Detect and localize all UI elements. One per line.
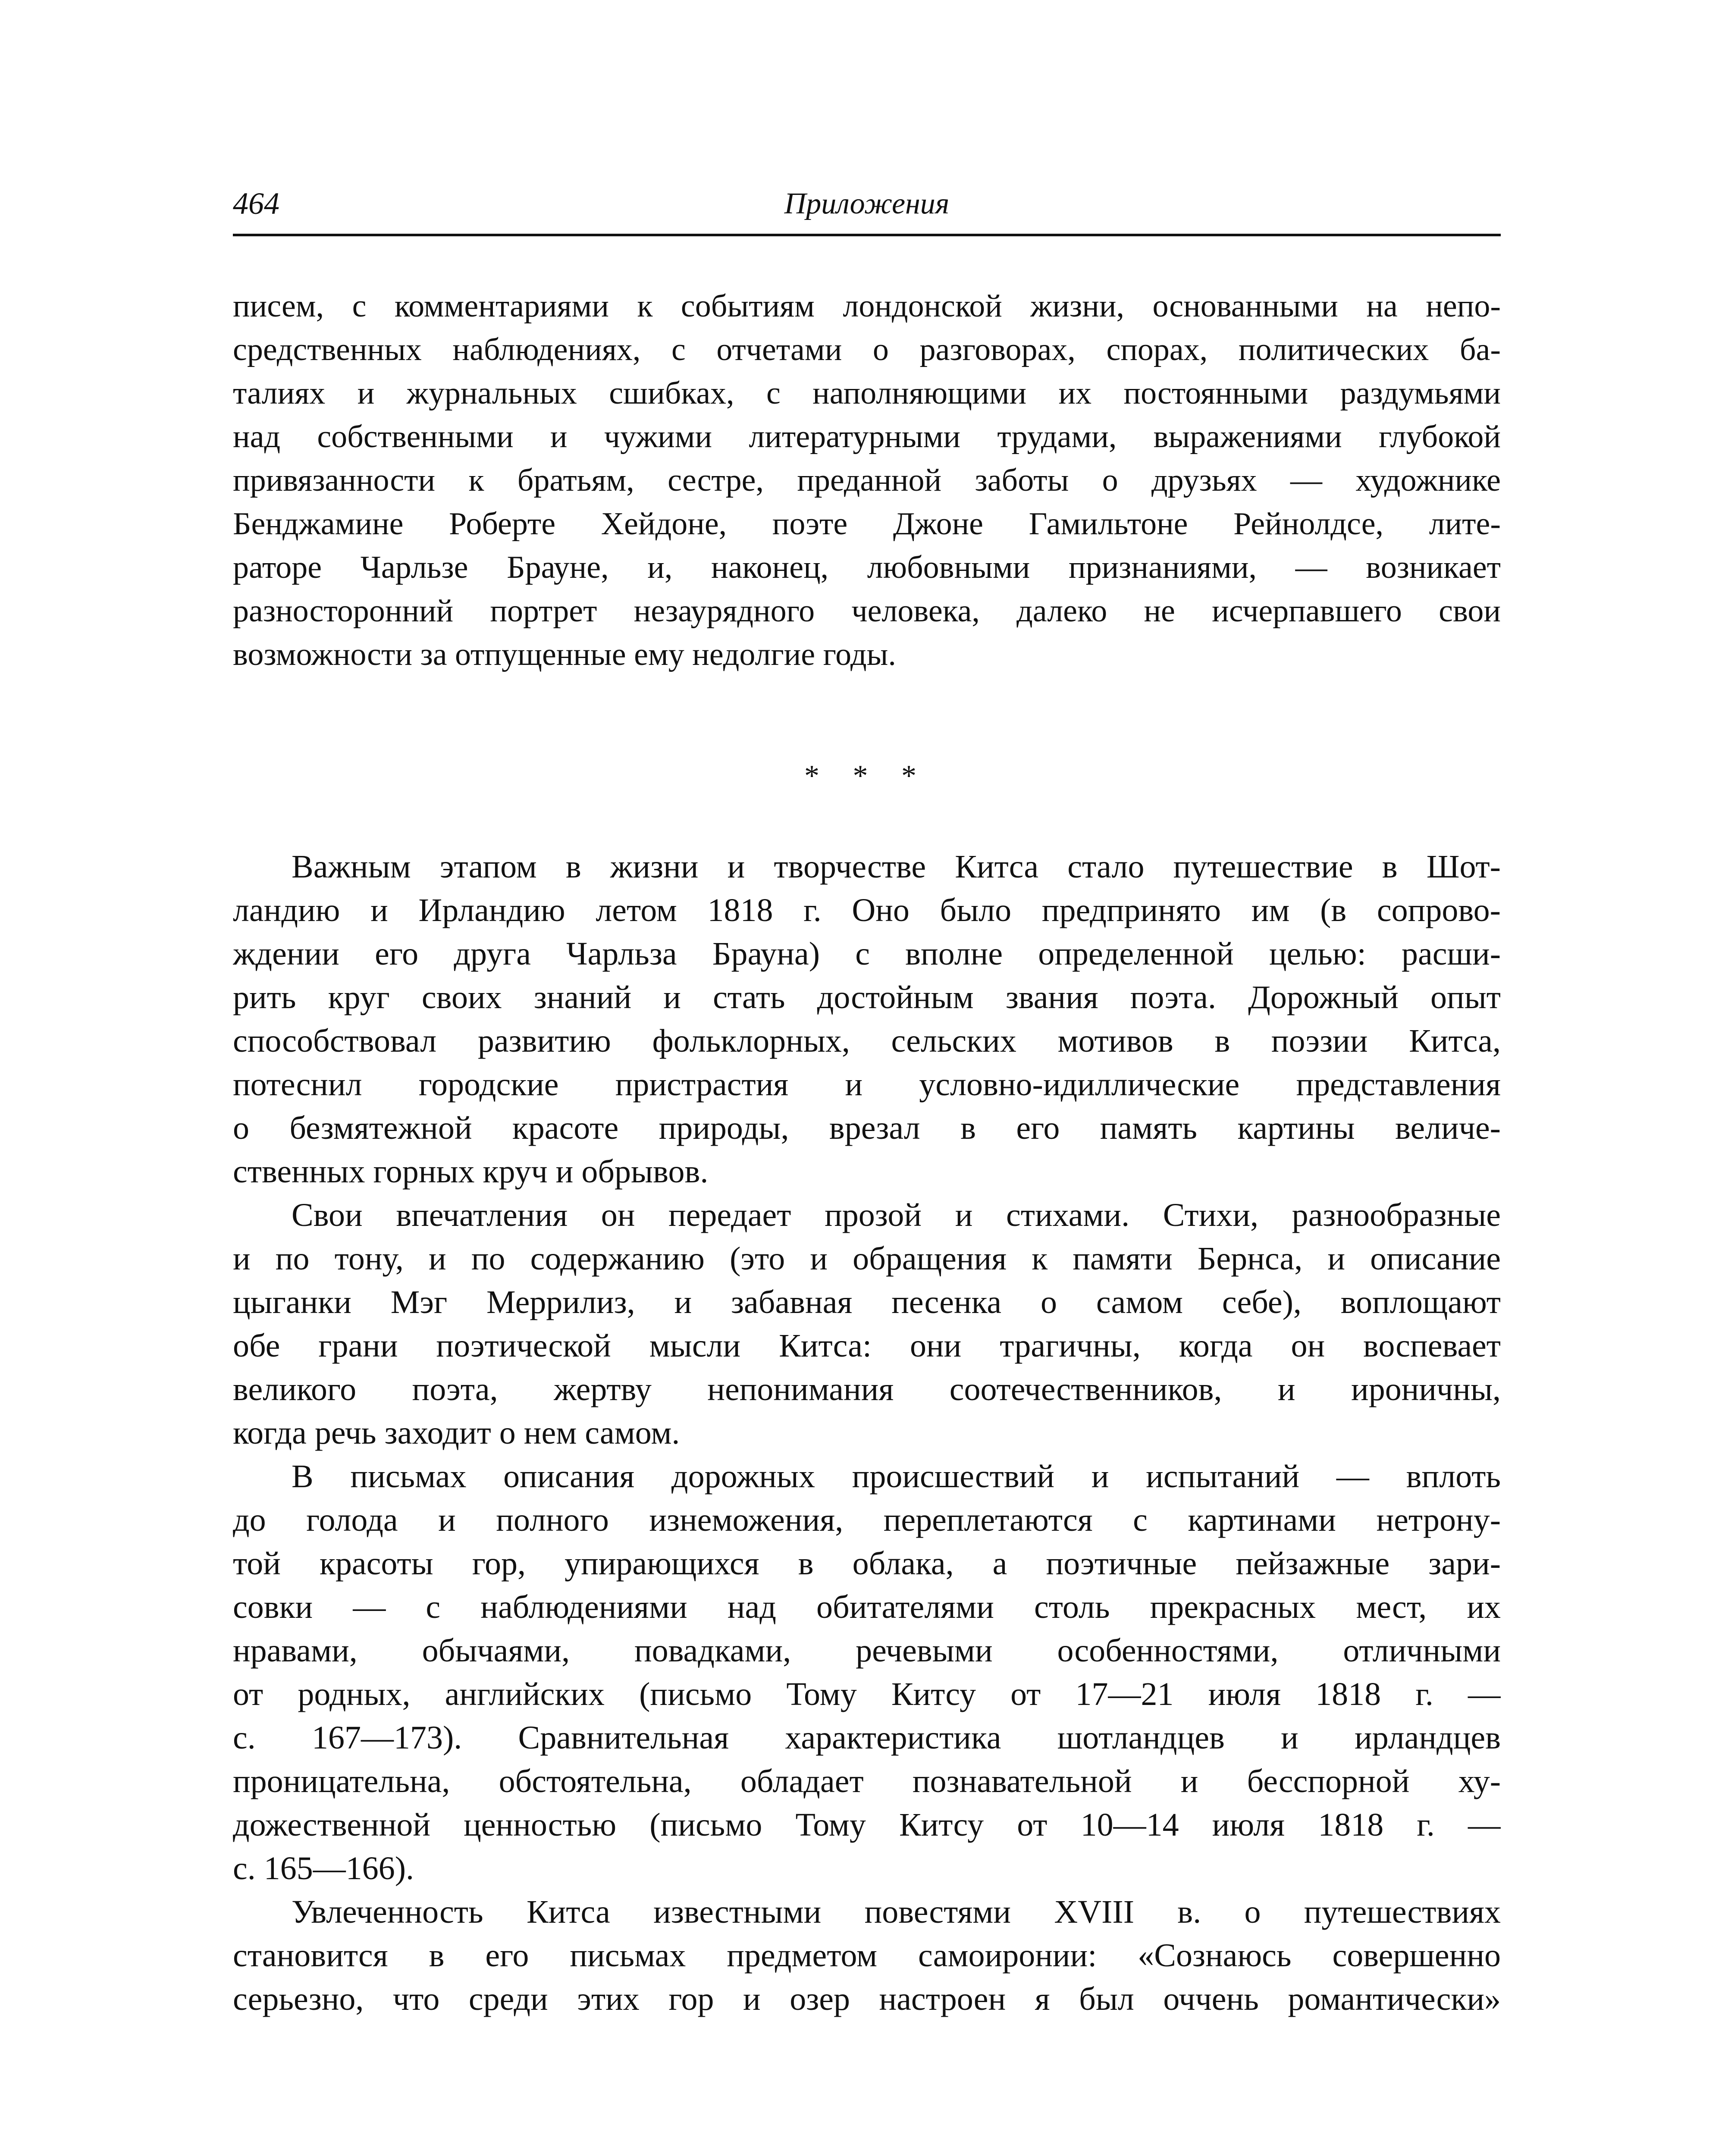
text-line: В письмах описания дорожных происшествий и испытаний — вплоть [292, 1458, 1501, 1495]
page-header [233, 181, 1501, 236]
text-line: когда речь заходит о нем самом. [233, 1415, 680, 1451]
paragraph-letters [233, 1455, 1501, 1890]
text-line: писем, с комментариями к событиям лондонской жизни, основанными на непо- [233, 288, 1501, 324]
text-line: раторе Чарльзе Брауне, и, наконец, любовными признаниями, — возникает [233, 550, 1501, 585]
text-line: становится в его письмах предметом самоиронии: «Сознаюсь совершенно [233, 1937, 1501, 1974]
text-line: потеснил городские пристрастия и условно-идиллические представления [233, 1066, 1501, 1103]
text-line: талиях и журнальных сшибках, с наполняющими их постоянными раздумьями [233, 376, 1501, 411]
text-line: нравами, обычаями, повадками, речевыми особенностями, отличными [233, 1633, 1501, 1669]
text-line: с. 165—166). [233, 1850, 414, 1887]
text-line: Бенджамине Роберте Хейдоне, поэте Джоне Гамильтоне Рейнолдсе, лите- [233, 506, 1501, 542]
text-line: возможности за отпущенные ему недолгие годы. [233, 637, 896, 672]
text-line: ственных горных круч и обрывов. [233, 1153, 709, 1190]
text-line: великого поэта, жертву непонимания соотечественников, и ироничны, [233, 1371, 1501, 1407]
text-line: ждении его друга Чарльза Брауна) с вполне определенной целью: расши- [233, 936, 1501, 972]
text-line: от родных, английских (письмо Тому Китсу от 17—21 июля 1818 г. — [233, 1676, 1501, 1712]
text-line: совки — с наблюдениями над обитателями столь прекрасных мест, их [233, 1589, 1501, 1625]
paragraph-continuation [233, 285, 1501, 677]
paragraph-self-irony [233, 1890, 1501, 2021]
text-line: до голода и полного изнеможения, переплетаются с картинами нетрону- [233, 1502, 1501, 1538]
text-line: привязанности к братьям, сестре, преданной заботы о друзьях — художнике [233, 463, 1501, 498]
text-line: дожественной ценностью (письмо Тому Китсу от 10—14 июля 1818 г. — [233, 1807, 1501, 1843]
text-line: Свои впечатления он передает прозой и стихами. Стихи, разнообразные [292, 1197, 1501, 1233]
text-line: разносторонний портрет незаурядного человека, далеко не исчерпавшего свои [233, 593, 1501, 629]
text-line: ландию и Ирландию летом 1818 г. Оно было предпринято им (в сопрово- [233, 892, 1501, 928]
paragraph-impressions [233, 1194, 1501, 1455]
running-title: Приложения [784, 187, 950, 220]
page-number: 464 [233, 186, 279, 221]
text-line: с. 167—173). Сравнительная характеристика шотландцев и ирландцев [233, 1720, 1501, 1756]
paragraph-scotland-journey [233, 845, 1501, 1194]
text-line: проницательна, обстоятельна, обладает познавательной и бесспорной ху- [233, 1763, 1501, 1799]
text-line: обе грани поэтической мысли Китса: они трагичны, когда он воспевает [233, 1328, 1501, 1364]
text-line: Важным этапом в жизни и творчестве Китса стало путешествие в Шот- [292, 849, 1501, 885]
text-line: средственных наблюдениях, с отчетами о разговорах, спорах, политических ба- [233, 332, 1501, 367]
text-line: способствовал развитию фольклорных, сельских мотивов в поэзии Китса, [233, 1023, 1501, 1059]
text-line: над собственными и чужими литературными трудами, выражениями глубокой [233, 419, 1501, 454]
section-separator: * * * [804, 759, 929, 793]
text-line: Увлеченность Китса известными повестями XVIII в. о путешествиях [292, 1894, 1501, 1930]
text-line: и по тону, и по содержанию (это и обращения к памяти Бернса, и описание [233, 1241, 1501, 1277]
text-line: той красоты гор, упирающихся в облака, а поэтичные пейзажные зари- [233, 1545, 1501, 1582]
text-line: цыганки Мэг Меррилиз, и забавная песенка о самом себе), воплощают [233, 1284, 1501, 1320]
text-line: серьезно, что среди этих гор и озер настроен я был оччень романтически» [233, 1981, 1501, 2017]
text-line: о безмятежной красоте природы, врезал в его память картины величе- [233, 1110, 1501, 1146]
text-line: рить круг своих знаний и стать достойным звания поэта. Дорожный опыт [233, 979, 1501, 1015]
